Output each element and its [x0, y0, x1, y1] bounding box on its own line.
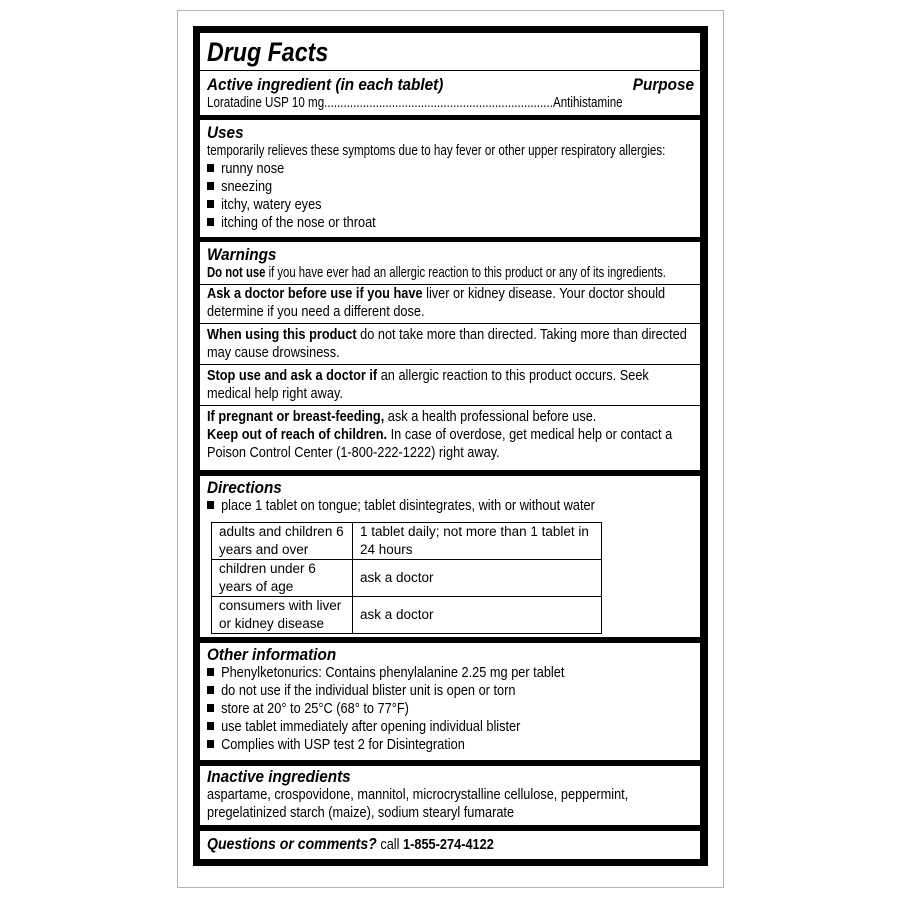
active-ingredient-line: Loratadine USP 10 mg.......................................................................Antihistamine — [207, 95, 623, 111]
other-information-heading: Other information — [207, 645, 337, 664]
bullet-square-icon — [207, 501, 214, 509]
table-cell: adults and children 6 years and over — [212, 523, 353, 560]
warnings-heading: Warnings — [207, 245, 277, 264]
uses-heading: Uses — [207, 123, 244, 142]
bullet-square-icon — [207, 722, 214, 730]
list-item: itchy, watery eyes — [207, 196, 636, 214]
uses-intro: temporarily relieves these symptoms due to hay fever or other upper respiratory allergies: — [207, 143, 666, 159]
questions-line: Questions or comments? call 1-855-274-4122 — [207, 836, 494, 853]
table-cell: ask a doctor — [353, 560, 602, 597]
section-questions — [200, 831, 700, 859]
list-item: itching of the nose or throat — [207, 214, 636, 232]
bullet-square-icon — [207, 164, 214, 172]
list-item: runny nose — [207, 160, 636, 178]
directions-heading: Directions — [207, 478, 282, 497]
section-warnings — [200, 242, 700, 470]
list-item: Phenylketonurics: Contains phenylalanine 2.25 mg per tablet — [207, 664, 636, 682]
bullet-square-icon — [207, 200, 214, 208]
bullet-square-icon — [207, 218, 214, 226]
warning-stop-use: Stop use and ask a doctor if an allergic reaction to this product occurs. Seek medical help right away. — [200, 364, 700, 405]
list-item: place 1 tablet on tongue; tablet disintegrates, with or without water — [207, 497, 636, 515]
page-title: Drug Facts — [207, 37, 329, 67]
warning-pregnancy-children: If pregnant or breast-feeding, ask a health professional before use. Keep out of reach of children. In case of overdose, get medical help or contact a Poison Control Center (1-800-222-1222) right away. — [200, 405, 700, 466]
inactive-ingredients-heading: Inactive ingredients — [207, 767, 351, 786]
table-cell: children under 6 years of age — [212, 560, 353, 597]
table-cell: consumers with liver or kidney disease — [212, 597, 353, 634]
table-row — [212, 597, 602, 634]
active-ingredient-heading: Active ingredient (in each tablet) — [207, 75, 444, 94]
warning-ask-doctor: Ask a doctor before use if you have liver or kidney disease. Your doctor should determine if you need a different dose. — [200, 284, 700, 323]
list-item: do not use if the individual blister unit is open or torn — [207, 682, 636, 700]
list-item: store at 20° to 25°C (68° to 77°F) — [207, 700, 636, 718]
bullet-square-icon — [207, 182, 214, 190]
dosage-table — [211, 522, 602, 634]
warning-when-using: When using this product do not take more than directed. Taking more than directed may cause drowsiness. — [200, 323, 700, 364]
purpose-heading: Purpose — [632, 75, 694, 94]
bullet-square-icon — [207, 740, 214, 748]
section-header — [200, 33, 700, 115]
warning-do-not-use: Do not use if you have ever had an allergic reaction to this product or any of its ingredients. — [207, 265, 666, 281]
bullet-square-icon — [207, 704, 214, 712]
phone-number: 1-855-274-4122 — [403, 837, 494, 853]
table-row — [212, 560, 602, 597]
table-cell: 1 tablet daily; not more than 1 tablet in 24 hours — [353, 523, 602, 560]
section-directions — [200, 476, 700, 637]
table-cell: ask a doctor — [353, 597, 602, 634]
bullet-square-icon — [207, 668, 214, 676]
bullet-square-icon — [207, 686, 214, 694]
section-inactive-ingredients — [200, 766, 700, 825]
list-item: Complies with USP test 2 for Disintegration — [207, 736, 636, 754]
title-rule — [200, 70, 700, 71]
section-uses — [200, 120, 700, 237]
table-row — [212, 523, 602, 560]
list-item: sneezing — [207, 178, 636, 196]
list-item: use tablet immediately after opening individual blister — [207, 718, 636, 736]
inactive-ingredients-text: aspartame, crospovidone, mannitol, microcrystalline cellulose, peppermint, pregelatinized starch (maize), sodium stearyl fumarate — [207, 787, 629, 821]
questions-heading: Questions or comments? — [207, 836, 377, 853]
section-other-information — [200, 643, 700, 760]
